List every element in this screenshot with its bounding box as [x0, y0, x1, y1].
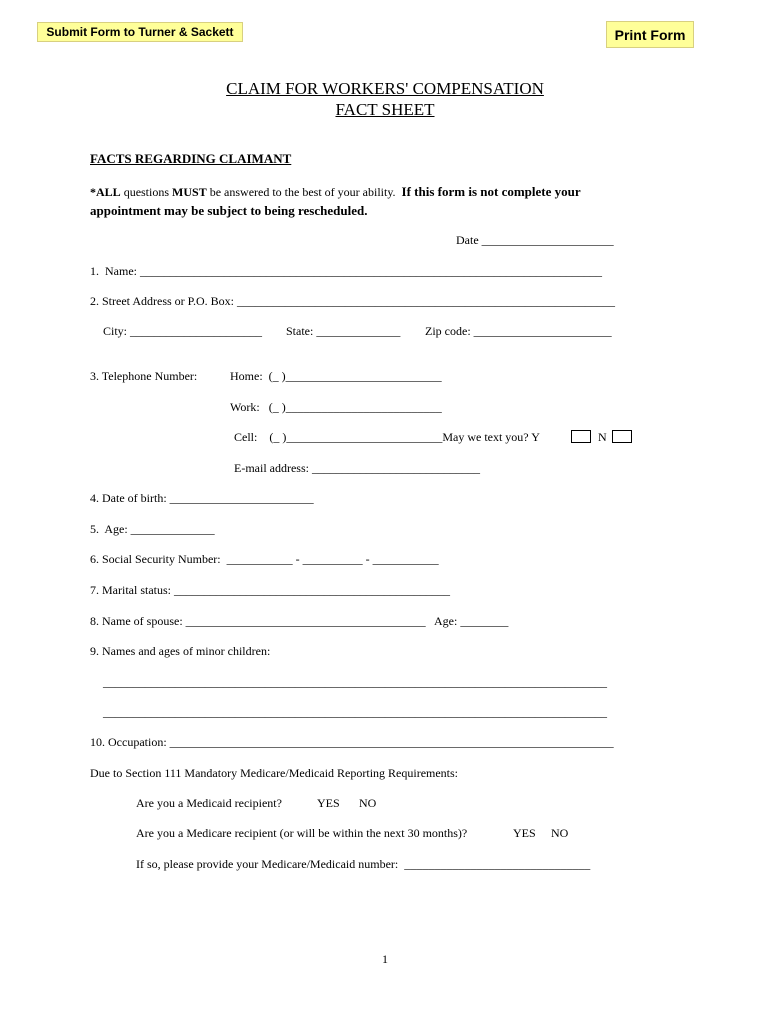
date-field[interactable]: Date ______________________	[456, 233, 614, 247]
medicare-yes-option[interactable]: YES	[513, 826, 536, 840]
age-field[interactable]: 5. Age: ______________	[90, 522, 215, 536]
city-field[interactable]: City: ______________________	[103, 324, 263, 338]
minor-children-label: 9. Names and ages of minor children:	[90, 644, 271, 658]
cell-phone-field[interactable]: Cell: (_ )__________________________May we text you? Y	[234, 430, 540, 444]
occupation-field[interactable]: 10. Occupation: __________________________________________________________________________	[90, 735, 614, 749]
form-title-line2: FACT SHEET	[335, 100, 435, 119]
medicaid-yes-option[interactable]: YES	[317, 796, 340, 810]
medicaid-no-option[interactable]: NO	[359, 796, 377, 810]
intro-warning-1: If this form is not complete your	[401, 184, 581, 199]
text-yes-checkbox[interactable]	[571, 430, 591, 443]
dob-field[interactable]: 4. Date of birth: ________________________	[90, 491, 314, 505]
minor-children-line-2[interactable]: ____________________________________________________________________________________	[103, 705, 607, 719]
intro-must: MUST	[172, 185, 207, 199]
section-heading: FACTS REGARDING CLAIMANT	[90, 151, 292, 166]
state-field[interactable]: State: ______________	[286, 324, 401, 338]
intro-all: *ALL	[90, 185, 121, 199]
medicare-no-option[interactable]: NO	[551, 826, 569, 840]
page-number: 1	[382, 952, 388, 966]
submit-form-button[interactable]: Submit Form to Turner & Sackett	[37, 22, 243, 42]
intro-rest: be answered to the best of your ability.	[206, 185, 402, 199]
minor-children-line-1[interactable]: ____________________________________________________________________________________	[103, 675, 607, 689]
form-title-line1: CLAIM FOR WORKERS' COMPENSATION	[226, 79, 544, 98]
spouse-field[interactable]: 8. Name of spouse: ________________________________________ Age: ________	[90, 614, 509, 628]
telephone-label: 3. Telephone Number:	[90, 369, 198, 383]
section-111-note: Due to Section 111 Mandatory Medicare/Medicaid Reporting Requirements:	[90, 766, 459, 780]
marital-status-field[interactable]: 7. Marital status: ______________________________________________	[90, 583, 450, 597]
intro-line1	[90, 185, 581, 198]
text-no-label: N	[598, 430, 607, 444]
name-field[interactable]: 1. Name: _____________________________________________________________________________	[90, 264, 602, 278]
intro-questions: questions	[120, 185, 173, 199]
text-no-checkbox[interactable]	[612, 430, 632, 443]
intro-warning-2: appointment may be subject to being rescheduled.	[90, 203, 368, 218]
work-phone-field[interactable]: Work: (_ )__________________________	[230, 400, 442, 414]
print-form-button[interactable]: Print Form	[606, 21, 694, 48]
home-phone-field[interactable]: Home: (_ )__________________________	[230, 369, 442, 383]
ssn-field[interactable]: 6. Social Security Number: ___________ - __________ - ___________	[90, 552, 439, 566]
zip-code-field[interactable]: Zip code: _______________________	[425, 324, 612, 338]
medicare-question: Are you a Medicare recipient (or will be within the next 30 months)?	[136, 826, 468, 840]
street-address-field[interactable]: 2. Street Address or P.O. Box: _______________________________________________________________	[90, 294, 615, 308]
medicaid-question: Are you a Medicaid recipient?	[136, 796, 282, 810]
medicare-number-field[interactable]: If so, please provide your Medicare/Medicaid number: _______________________________	[136, 857, 591, 871]
email-field[interactable]: E-mail address: ____________________________	[234, 461, 480, 475]
